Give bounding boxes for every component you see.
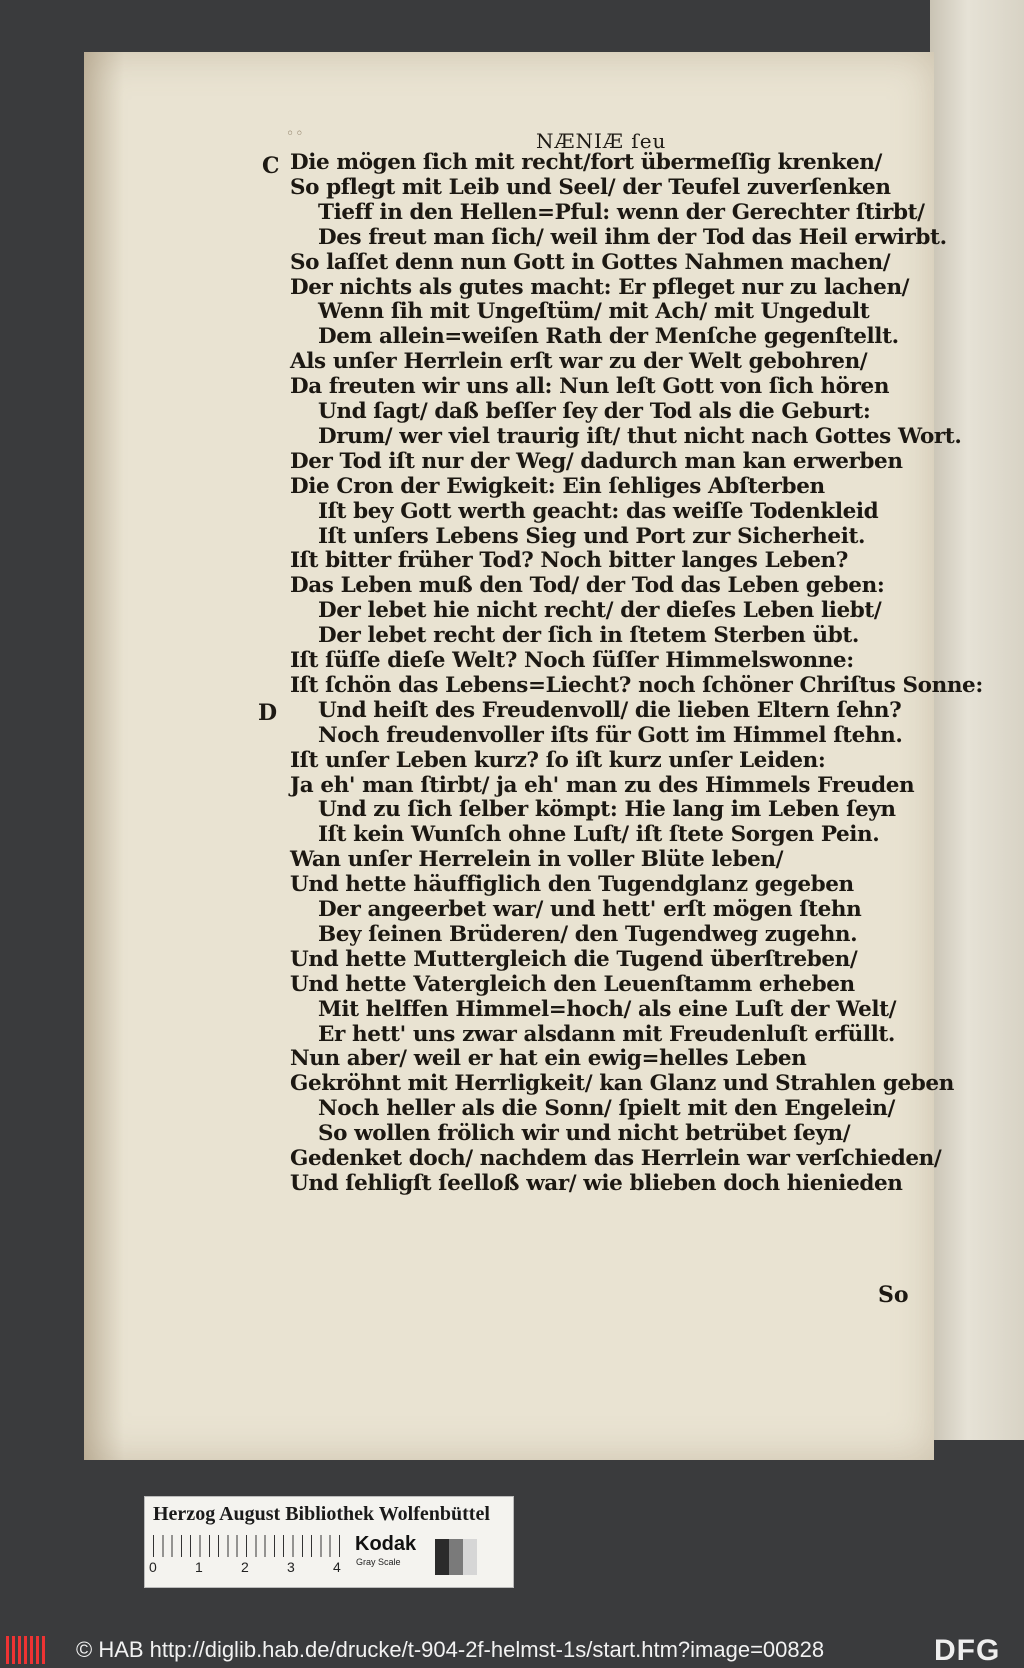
poem-line: Wenn ſih mit Ungeſtüm/ mit Ach/ mit Ungedult bbox=[318, 299, 870, 325]
poem-line: Bey ſeinen Brüderen/ den Tugendweg zugehn. bbox=[318, 921, 858, 947]
poem-line: Iſt ſüſſe dieſe Welt? Noch ſüſſer Himmelswonne: bbox=[290, 648, 854, 673]
poem-line: Dem allein=weiſen Rath der Menſche gegenſtellt. bbox=[318, 324, 899, 350]
poem-line: Und hette Vatergleich den Leuenſtamm erheben bbox=[290, 971, 855, 997]
poem-line: Gekröhnt mit Herrligkeit/ kan Glanz und Strahlen geben bbox=[290, 1071, 954, 1097]
poem-line: Der angeerbet war/ und hett' erſt mögen ſtehn bbox=[318, 897, 862, 922]
dfg-logo: DFG bbox=[934, 1634, 1001, 1667]
poem-line: Der Tod iſt nur der Weg/ dadurch man kan erwerben bbox=[290, 448, 903, 474]
ruler-number: 1 bbox=[195, 1559, 203, 1575]
margin-mark-c: C bbox=[262, 153, 280, 179]
poem-line: Und ſagt/ daß beſſer ſey der Tod als die Geburt: bbox=[318, 399, 871, 424]
hab-barcode-icon bbox=[6, 1636, 46, 1664]
poem-line: Wan unſer Herrelein in voller Blüte leben/ bbox=[290, 847, 784, 873]
poem-line: So wollen frölich wir und nicht betrübet ſeyn/ bbox=[318, 1121, 851, 1147]
footer-copyright-url[interactable]: © HAB http://diglib.hab.de/drucke/t-904-2f-helmst-1s/start.htm?image=00828 bbox=[76, 1637, 825, 1662]
gray-patch-dark bbox=[435, 1539, 449, 1575]
poem-line: Drum/ wer viel traurig iſt/ thut nicht nach Gottes Wort. bbox=[318, 423, 962, 449]
poem-line: So pflegt mit Leib und Seel/ der Teufel zuverſenken bbox=[290, 174, 891, 200]
poem-line: Die mögen ſich mit recht/fort übermeſſig krenken/ bbox=[290, 150, 882, 175]
ruler-scale bbox=[153, 1535, 343, 1557]
poem-line: Gedenket doch/ nachdem das Herrlein war verſchieden/ bbox=[290, 1146, 942, 1171]
poem-line: Der lebet recht der ſich in ſtetem Sterben übt. bbox=[318, 623, 859, 649]
ruler-number: 4 bbox=[333, 1559, 341, 1575]
poem-line: Iſt unſer Leben kurz? ſo iſt kurz unſer Leiden: bbox=[290, 747, 826, 773]
gray-patch-mid bbox=[449, 1539, 463, 1575]
poem-line: Tieff in den Hellen=Pful: wenn der Gerechter ſtirbt/ bbox=[318, 199, 925, 225]
ruler-number: 0 bbox=[149, 1559, 157, 1575]
poem-line: Und hette häuffiglich den Tugendglanz gegeben bbox=[290, 872, 854, 898]
poem-line: Die Cron der Ewigkeit: Ein ſehliges Abſterben bbox=[290, 473, 825, 499]
ruler-number: 3 bbox=[287, 1559, 295, 1575]
poem-line: Des freut man ſich/ weil ihm der Tod das Heil erwirbt. bbox=[318, 224, 947, 250]
running-header-title: NÆNIÆ ſeu bbox=[536, 129, 667, 153]
poem-line: Der lebet hie nicht recht/ der dieſes Leben liebt/ bbox=[318, 598, 882, 624]
poem-line: Iſt bey Gott werth geacht: das weiſſe Todenkleid bbox=[318, 498, 879, 524]
poem-line: Ja eh' man ſtirbt/ ja eh' man zu des Himmels Freuden bbox=[290, 772, 915, 798]
poem-line: Iſt unſers Lebens Sieg und Port zur Sicherheit. bbox=[318, 523, 866, 549]
institution-label: Herzog August Bibliothek Wolfenbüttel bbox=[153, 1503, 490, 1525]
folio-mark: ◦◦ bbox=[286, 126, 305, 142]
poem-line: Mit helffen Himmel=hoch/ als eine Luſt der Welt/ bbox=[318, 996, 897, 1022]
poem-line: Iſt ſchön das Lebens=Liecht? noch ſchöner Chriſtus Sonne: bbox=[290, 672, 983, 698]
adjacent-page-edge bbox=[930, 0, 1024, 1440]
ruler-number: 2 bbox=[241, 1559, 249, 1575]
poem-line: Und heiſt des Freudenvoll/ die lieben Eltern ſehn? bbox=[318, 697, 902, 723]
poem-line: Und zu ſich ſelber kömpt: Hie lang im Leben ſeyn bbox=[318, 797, 896, 823]
gray-scale-label: Gray Scale bbox=[356, 1557, 401, 1567]
poem-line: Er hett' uns zwar alsdann mit Freudenluſt erfüllt. bbox=[318, 1021, 895, 1047]
poem-line: Iſt bitter früher Tod? Noch bitter langes Leben? bbox=[290, 548, 848, 574]
gray-patch-light bbox=[463, 1539, 477, 1575]
poem-line: Das Leben muß den Tod/ der Tod das Leben geben: bbox=[290, 573, 885, 599]
kodak-logo: Kodak bbox=[355, 1533, 417, 1555]
poem-line: Und ſehligſt ſeelloß war/ wie blieben doch hienieden bbox=[290, 1170, 903, 1196]
poem-line: Noch heller als die Sonn/ ſpielt mit den Engelein/ bbox=[318, 1096, 895, 1122]
poem-line: So laſſet denn nun Gott in Gottes Nahmen machen/ bbox=[290, 249, 891, 275]
color-calibration-bar bbox=[144, 1496, 514, 1588]
poem-line: Nun aber/ weil er hat ein ewig=helles Leben bbox=[290, 1046, 807, 1072]
poem-line: Noch freudenvoller iſts für Gott im Himmel ſtehn. bbox=[318, 722, 903, 748]
poem-line: Iſt kein Wunſch ohne Luſt/ iſt ſtete Sorgen Pein. bbox=[318, 822, 880, 848]
footer-bar bbox=[0, 1632, 1024, 1668]
margin-mark-d: D bbox=[258, 700, 278, 726]
poem-line: Als unſer Herrlein erſt war zu der Welt gebohren/ bbox=[290, 349, 868, 375]
ruler-numbers bbox=[149, 1559, 379, 1575]
poem-line: Der nichts als gutes macht: Er pfleget nur zu lachen/ bbox=[290, 274, 910, 300]
poem-line: Und hette Muttergleich die Tugend überſtreben/ bbox=[290, 946, 858, 972]
page-gutter-shadow bbox=[84, 52, 124, 1460]
catchword: So bbox=[878, 1282, 909, 1308]
poem-line: Da freuten wir uns all: Nun leſt Gott von ſich hören bbox=[290, 374, 890, 400]
